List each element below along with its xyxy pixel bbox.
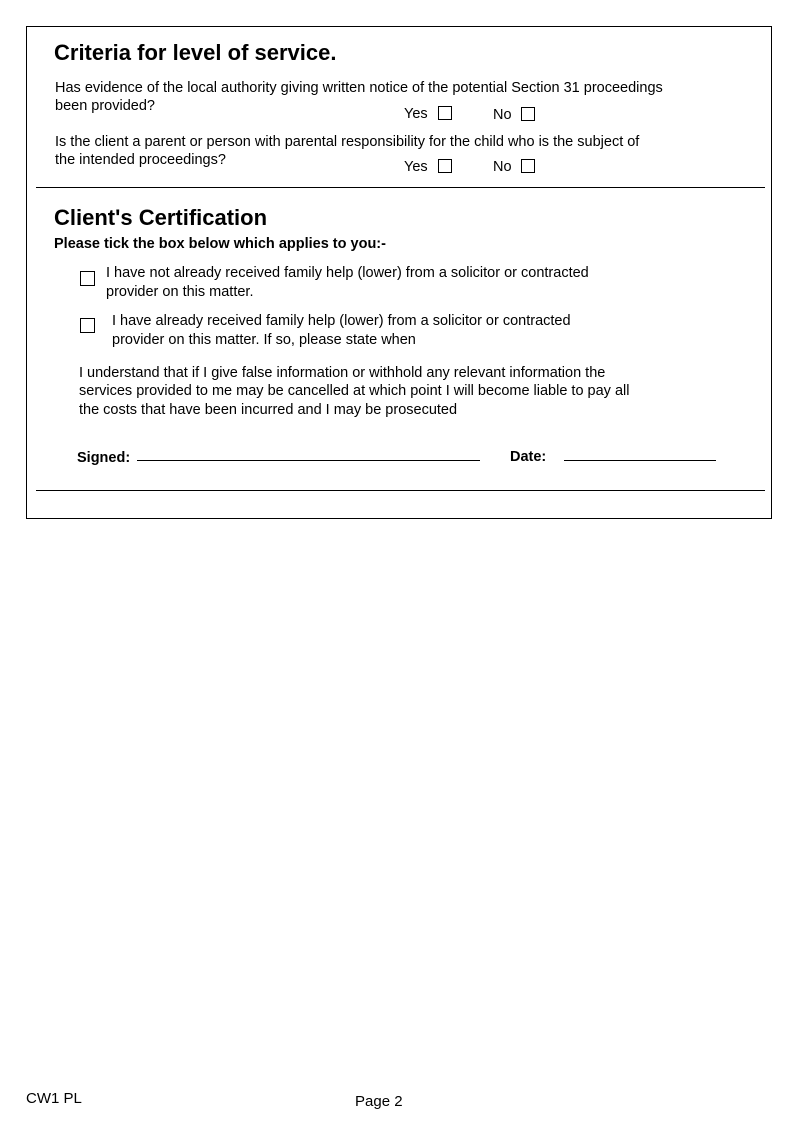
option-1-line-2: provider on this matter. [106, 284, 254, 300]
option-2-line-2: provider on this matter. If so, please state when [112, 332, 416, 348]
section-divider [36, 187, 765, 188]
question-2-no-checkbox[interactable] [521, 159, 535, 173]
declaration-line-1: I understand that if I give false information or withhold any relevant information the [79, 365, 606, 381]
declaration-line-3: the costs that have been incurred and I may be prosecuted [79, 402, 458, 418]
question-1-line-2: been provided? [55, 98, 155, 114]
certification-instruction: Please tick the box below which applies to you:- [54, 236, 386, 252]
date-line[interactable] [564, 460, 716, 461]
question-2-no-label: No [493, 159, 512, 175]
signature-line[interactable] [137, 460, 480, 461]
question-1-no-checkbox[interactable] [521, 107, 535, 121]
page-number: Page 2 [355, 1093, 403, 1110]
signed-label: Signed: [77, 450, 131, 466]
question-1-yes-checkbox[interactable] [438, 106, 452, 120]
question-2-yes-label: Yes [404, 159, 428, 175]
question-1-yes-label: Yes [404, 106, 428, 122]
question-1-line-1: Has evidence of the local authority giving written notice of the potential Section 31 proceedings [55, 80, 663, 96]
declaration-line-2: services provided to me may be cancelled at which point I will become liable to pay all [79, 383, 630, 399]
question-2-yes-checkbox[interactable] [438, 159, 452, 173]
section-bottom-divider [36, 490, 765, 491]
criteria-heading: Criteria for level of service. [54, 40, 337, 65]
form-code: CW1 PL [26, 1090, 82, 1107]
question-2-line-2: the intended proceedings? [55, 152, 226, 168]
option-1-checkbox[interactable] [80, 271, 95, 286]
option-1-line-1: I have not already received family help (lower) from a solicitor or contracted [106, 265, 589, 281]
option-2-line-1: I have already received family help (lower) from a solicitor or contracted [112, 313, 571, 329]
question-1-no-label: No [493, 107, 512, 123]
option-2-checkbox[interactable] [80, 318, 95, 333]
question-2-line-1: Is the client a parent or person with parental responsibility for the child who is the subject of [55, 134, 640, 150]
certification-heading: Client's Certification [54, 205, 268, 230]
date-label: Date: [510, 449, 547, 465]
